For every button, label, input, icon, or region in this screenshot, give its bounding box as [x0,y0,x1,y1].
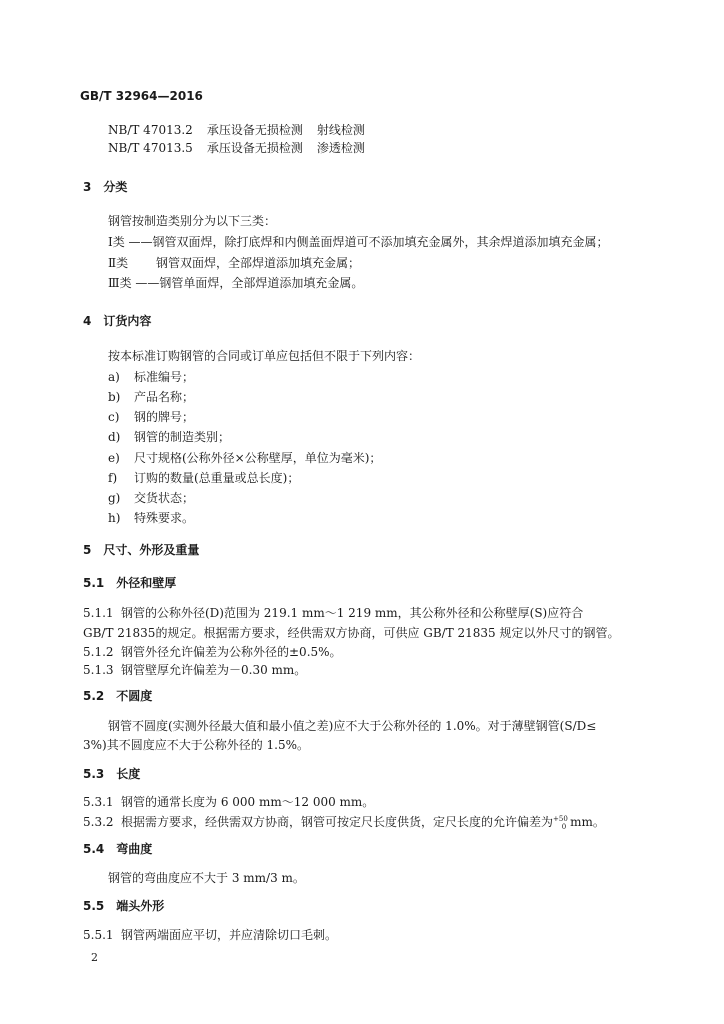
section-5-2-text: 钢管不圆度(实测外径最大值和最小值之差)应不大于公称外径的 1.0%。对于薄壁钢管(S/D≤ [108,719,597,733]
order-item: g) 交货状态； [108,491,195,505]
reference-code: NB/T 47013.2 [108,123,193,137]
reference-part: 渗透检测 [316,141,365,155]
clause-5-1-1-cont: GB/T 21835的规定。根据需方要求，经供需双方协商，可供应 GB/T 21835 规定以外尺寸的钢管。 [83,626,620,640]
reference-entry [108,123,365,138]
order-item: f) 订购的数量(总重量或总长度)； [108,471,300,485]
order-item: d) 钢管的制造类别； [108,430,231,444]
page-number: 2 [91,951,98,964]
clause-5-1-3: 5.1.3 钢管壁厚允许偏差为－0.30 mm。 [83,663,307,677]
clause-5-5-1: 5.5.1 钢管两端面应平切，并应清除切口毛刺。 [83,928,338,942]
section-4-intro: 按本标准订购钢管的合同或订单应包括但不限于下列内容： [108,349,421,363]
section-5-2-heading: 5.2 不圆度 [83,689,153,703]
reference-part: 射线检测 [316,123,365,137]
class-item: Ⅲ类 ——钢管单面焊，全部焊道添加填充金属。 [108,276,364,290]
reference-code: NB/T 47013.5 [108,141,193,155]
class-item: Ⅱ类 钢管双面焊，全部焊道添加填充金属； [108,256,360,270]
section-3-heading: 3 分类 [83,180,128,194]
class-item: Ⅰ类 ——钢管双面焊，除打底焊和内侧盖面焊道可不添加填充金属外，其余焊道添加填充金属； [108,235,609,249]
section-3-intro: 钢管按制造类别分为以下三类： [108,214,277,228]
reference-title: 承压设备无损检测 [206,141,303,155]
section-5-3-heading: 5.3 长度 [83,767,141,781]
tolerance-upper: +50 [553,815,568,823]
clause-5-1-1: 5.1.1 钢管的公称外径(D)范围为 219.1 mm～1 219 mm，其公称外径和公称壁厚(S)应符合 [83,606,584,620]
order-item: c) 钢的牌号； [108,410,195,424]
standard-number: GB/T 32964—2016 [80,89,203,103]
order-item: h) 特殊要求。 [108,511,195,525]
section-5-2-text-cont: 3%)其不圆度应不大于公称外径的 1.5%。 [83,738,310,752]
clause-5-3-2: 5.3.2 根据需方要求，经供需双方协商，钢管可按定尺长度供货，定尺长度的允许偏差为$^{+50}_0$ mm。 [83,815,605,831]
clause-5-1-2: 5.1.2 钢管外径允许偏差为公称外径的±0.5%。 [83,645,342,659]
clause-5-3-1: 5.3.1 钢管的通常长度为 6 000 mm～12 000 mm。 [83,795,375,809]
section-5-1-heading: 5.1 外径和壁厚 [83,576,177,590]
section-5-4-text: 钢管的弯曲度应不大于 3 mm/3 m。 [108,871,305,885]
order-item: e) 尺寸规格(公称外径×公称壁厚，单位为毫米)； [108,451,382,465]
reference-entry [108,141,365,156]
section-5-5-heading: 5.5 端头外形 [83,899,165,913]
section-5-heading: 5 尺寸、外形及重量 [83,543,200,557]
section-5-4-heading: 5.4 弯曲度 [83,842,153,856]
section-4-heading: 4 订货内容 [83,314,152,328]
order-item: b) 产品名称； [108,390,195,404]
tolerance-lower: 0 [561,823,567,831]
order-item: a) 标准编号； [108,370,195,384]
reference-title: 承压设备无损检测 [206,123,303,137]
